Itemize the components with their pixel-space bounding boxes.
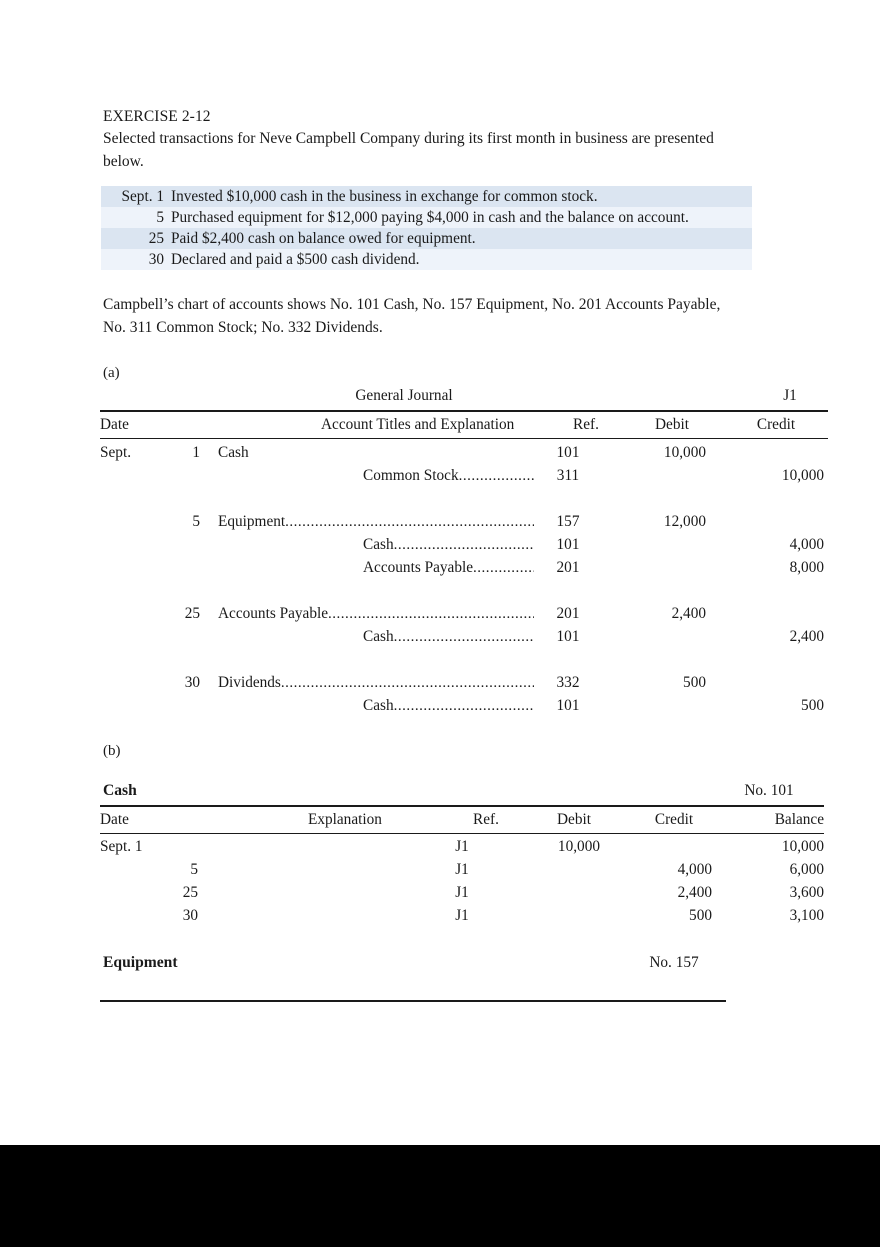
cash-ledger-header-ref: Ref. <box>473 811 499 828</box>
cash-ledger-cell-explanation <box>226 881 424 904</box>
journal-cell-account: Cash ..... <box>363 536 534 553</box>
section-label-a: (a) <box>103 365 120 381</box>
journal-cell-day <box>158 625 218 648</box>
cash-ledger-cell-balance: 6,000 <box>789 861 824 878</box>
journal-cell-credit <box>720 441 828 464</box>
journal-cell-credit: 8,000 <box>789 559 824 576</box>
journal-page-ref: J1 <box>783 387 797 404</box>
journal-row <box>100 625 828 648</box>
equipment-ledger-table <box>100 952 726 998</box>
journal-cell-debit <box>602 694 720 717</box>
journal-cell-day <box>158 464 218 487</box>
journal-cell-ref: 101 <box>556 697 580 714</box>
journal-cell-date <box>100 556 158 579</box>
transaction-description: Purchased equipment for $12,000 paying $4,000 in cash and the balance on account. <box>171 209 689 226</box>
journal-cell-ref: 311 <box>556 467 580 484</box>
journal-cell-account: Dividends ..... <box>218 674 534 691</box>
journal-cell-account: Cash ..... <box>363 628 534 645</box>
journal-cell-ref: 201 <box>556 559 580 576</box>
cash-ledger-row <box>100 858 824 881</box>
journal-cell-ref: 101 <box>556 628 580 645</box>
journal-cell-day <box>158 694 218 717</box>
journal-cell-day <box>158 556 218 579</box>
cash-ledger-account-name: Cash <box>103 782 137 799</box>
journal-row <box>100 556 828 579</box>
journal-cell-debit <box>602 464 720 487</box>
journal-row <box>100 602 828 625</box>
equipment-ledger-account-no: No. 157 <box>649 954 699 971</box>
transaction-date: 5 <box>156 209 164 226</box>
journal-cell-date <box>100 602 158 625</box>
journal-row <box>100 533 828 556</box>
transaction-row <box>101 249 752 270</box>
cash-ledger-cell-debit <box>500 904 612 927</box>
cash-ledger-row <box>100 904 824 927</box>
cash-ledger-cell-ref: J1 <box>455 884 469 901</box>
journal-cell-account: Cash <box>218 444 249 461</box>
cash-ledger-cell-explanation <box>226 858 424 881</box>
journal-header-credit: Credit <box>756 416 796 433</box>
journal-cell-date <box>100 533 158 556</box>
journal-cell-debit: 2,400 <box>671 605 706 622</box>
journal-cell-date <box>100 510 158 533</box>
journal-header-date: Date <box>100 416 129 433</box>
transaction-date: Sept. 1 <box>121 188 164 205</box>
journal-cell-day: 5 <box>192 513 200 530</box>
journal-cell-date: Sept. <box>100 444 132 461</box>
journal-cell-credit <box>720 602 828 625</box>
transaction-date: 25 <box>148 230 164 247</box>
journal-cell-debit <box>602 556 720 579</box>
journal-cell-ref: 101 <box>556 444 580 461</box>
transaction-row <box>101 186 752 207</box>
cash-ledger-header-explanation: Explanation <box>308 811 382 828</box>
journal-row <box>100 510 828 533</box>
journal-cell-account: Cash ..... <box>363 697 534 714</box>
journal-cell-date <box>100 671 158 694</box>
cash-ledger-cell-date: 5 <box>190 861 198 878</box>
journal-cell-day: 25 <box>184 605 200 622</box>
exercise-intro-paragraph: Selected transactions for Neve Campbell Company during its first month in business are presented below. <box>103 130 714 170</box>
journal-header-ref: Ref. <box>573 416 599 433</box>
journal-cell-debit <box>602 625 720 648</box>
transaction-description: Declared and paid a $500 cash dividend. <box>171 251 420 268</box>
equipment-ledger-account-name: Equipment <box>103 954 178 971</box>
journal-cell-ref: 332 <box>556 674 580 691</box>
cash-ledger-cell-debit <box>500 881 612 904</box>
cash-ledger-title-row <box>100 780 824 803</box>
section-label-b: (b) <box>103 743 121 759</box>
journal-cell-debit: 10,000 <box>663 444 706 461</box>
journal-row <box>100 464 828 487</box>
cash-ledger-cell-debit <box>500 858 612 881</box>
journal-cell-date <box>100 464 158 487</box>
cash-ledger-cell-ref: J1 <box>455 907 469 924</box>
journal-cell-account: Equipment ..... <box>218 513 534 530</box>
cash-ledger-cell-explanation <box>198 835 424 858</box>
cash-ledger-header-balance: Balance <box>774 811 824 828</box>
cash-ledger-header-debit: Debit <box>557 811 591 828</box>
journal-cell-credit: 2,400 <box>789 628 824 645</box>
journal-header-account: Account Titles and Explanation <box>321 416 515 433</box>
journal-cell-date <box>100 625 158 648</box>
journal-cell-day: 30 <box>184 674 200 691</box>
cash-ledger-cell-credit <box>612 835 724 858</box>
journal-cell-credit: 500 <box>801 697 824 714</box>
journal-title-row <box>100 386 828 408</box>
journal-row-spacer <box>100 487 828 510</box>
cash-ledger-cell-date: Sept. 1 <box>100 838 143 855</box>
cash-ledger-cell-ref: J1 <box>455 838 469 855</box>
exercise-intro <box>103 106 763 173</box>
cash-ledger-cell-date: 25 <box>182 884 198 901</box>
cash-ledger-cell-date: 30 <box>182 907 198 924</box>
journal-cell-credit <box>720 510 828 533</box>
cash-ledger-header-date: Date <box>100 811 129 828</box>
transaction-list <box>101 186 752 270</box>
journal-header-debit: Debit <box>655 416 689 433</box>
cash-ledger-row <box>100 835 824 858</box>
transaction-date: 30 <box>148 251 164 268</box>
journal-cell-ref: 157 <box>556 513 580 530</box>
exercise-title: EXERCISE 2-12 <box>103 108 211 125</box>
journal-row <box>100 441 828 464</box>
cash-ledger-cell-balance: 10,000 <box>781 838 824 855</box>
journal-cell-date <box>100 694 158 717</box>
journal-row <box>100 671 828 694</box>
cash-ledger-account-no: No. 101 <box>744 782 794 799</box>
equipment-ledger-title-row <box>100 952 726 998</box>
transaction-row <box>101 207 752 228</box>
chart-of-accounts-paragraph: Campbell’s chart of accounts shows No. 101 Cash, No. 157 Equipment, No. 201 Accounts Payable, No. 311 Common Stock; No. 332 Dividends. <box>103 296 721 336</box>
journal-cell-account: Accounts Payable ..... <box>218 605 534 622</box>
journal-cell-account: Common Stock ..... <box>363 467 534 484</box>
journal-row <box>100 694 828 717</box>
cash-ledger-body <box>100 834 824 927</box>
general-journal-table <box>100 386 828 717</box>
journal-cell-debit <box>602 533 720 556</box>
transaction-row <box>101 228 752 249</box>
journal-cell-ref: 101 <box>556 536 580 553</box>
journal-cell-day: 1 <box>192 444 200 461</box>
equipment-ledger-top-rule <box>100 1000 726 1002</box>
journal-cell-debit: 500 <box>683 674 706 691</box>
journal-title: General Journal <box>355 387 453 404</box>
cash-ledger-cell-ref: J1 <box>455 861 469 878</box>
journal-cell-ref: 201 <box>556 605 580 622</box>
cash-ledger-row <box>100 881 824 904</box>
journal-row-spacer <box>100 648 828 671</box>
journal-cell-credit: 4,000 <box>789 536 824 553</box>
journal-header-row <box>100 412 828 438</box>
transaction-description: Invested $10,000 cash in the business in exchange for common stock. <box>171 188 598 205</box>
journal-row-spacer <box>100 579 828 602</box>
journal-cell-day <box>158 533 218 556</box>
journal-cell-credit <box>720 671 828 694</box>
cash-ledger-cell-credit: 2,400 <box>677 884 712 901</box>
cash-ledger-table <box>100 780 824 927</box>
cash-ledger-cell-debit: 10,000 <box>557 838 600 855</box>
cash-ledger-cell-credit: 500 <box>689 907 712 924</box>
page-bottom-bar <box>0 1145 880 1247</box>
journal-body <box>100 439 828 717</box>
journal-cell-account: Accounts Payable ..... <box>363 559 534 576</box>
journal-cell-debit: 12,000 <box>663 513 706 530</box>
cash-ledger-cell-balance: 3,100 <box>789 907 824 924</box>
cash-ledger-header-credit: Credit <box>654 811 694 828</box>
cash-ledger-header-row <box>100 807 824 833</box>
cash-ledger-cell-balance: 3,600 <box>789 884 824 901</box>
cash-ledger-cell-credit: 4,000 <box>677 861 712 878</box>
cash-ledger-cell-explanation <box>226 904 424 927</box>
journal-cell-credit: 10,000 <box>781 467 824 484</box>
transaction-description: Paid $2,400 cash on balance owed for equipment. <box>171 230 476 247</box>
